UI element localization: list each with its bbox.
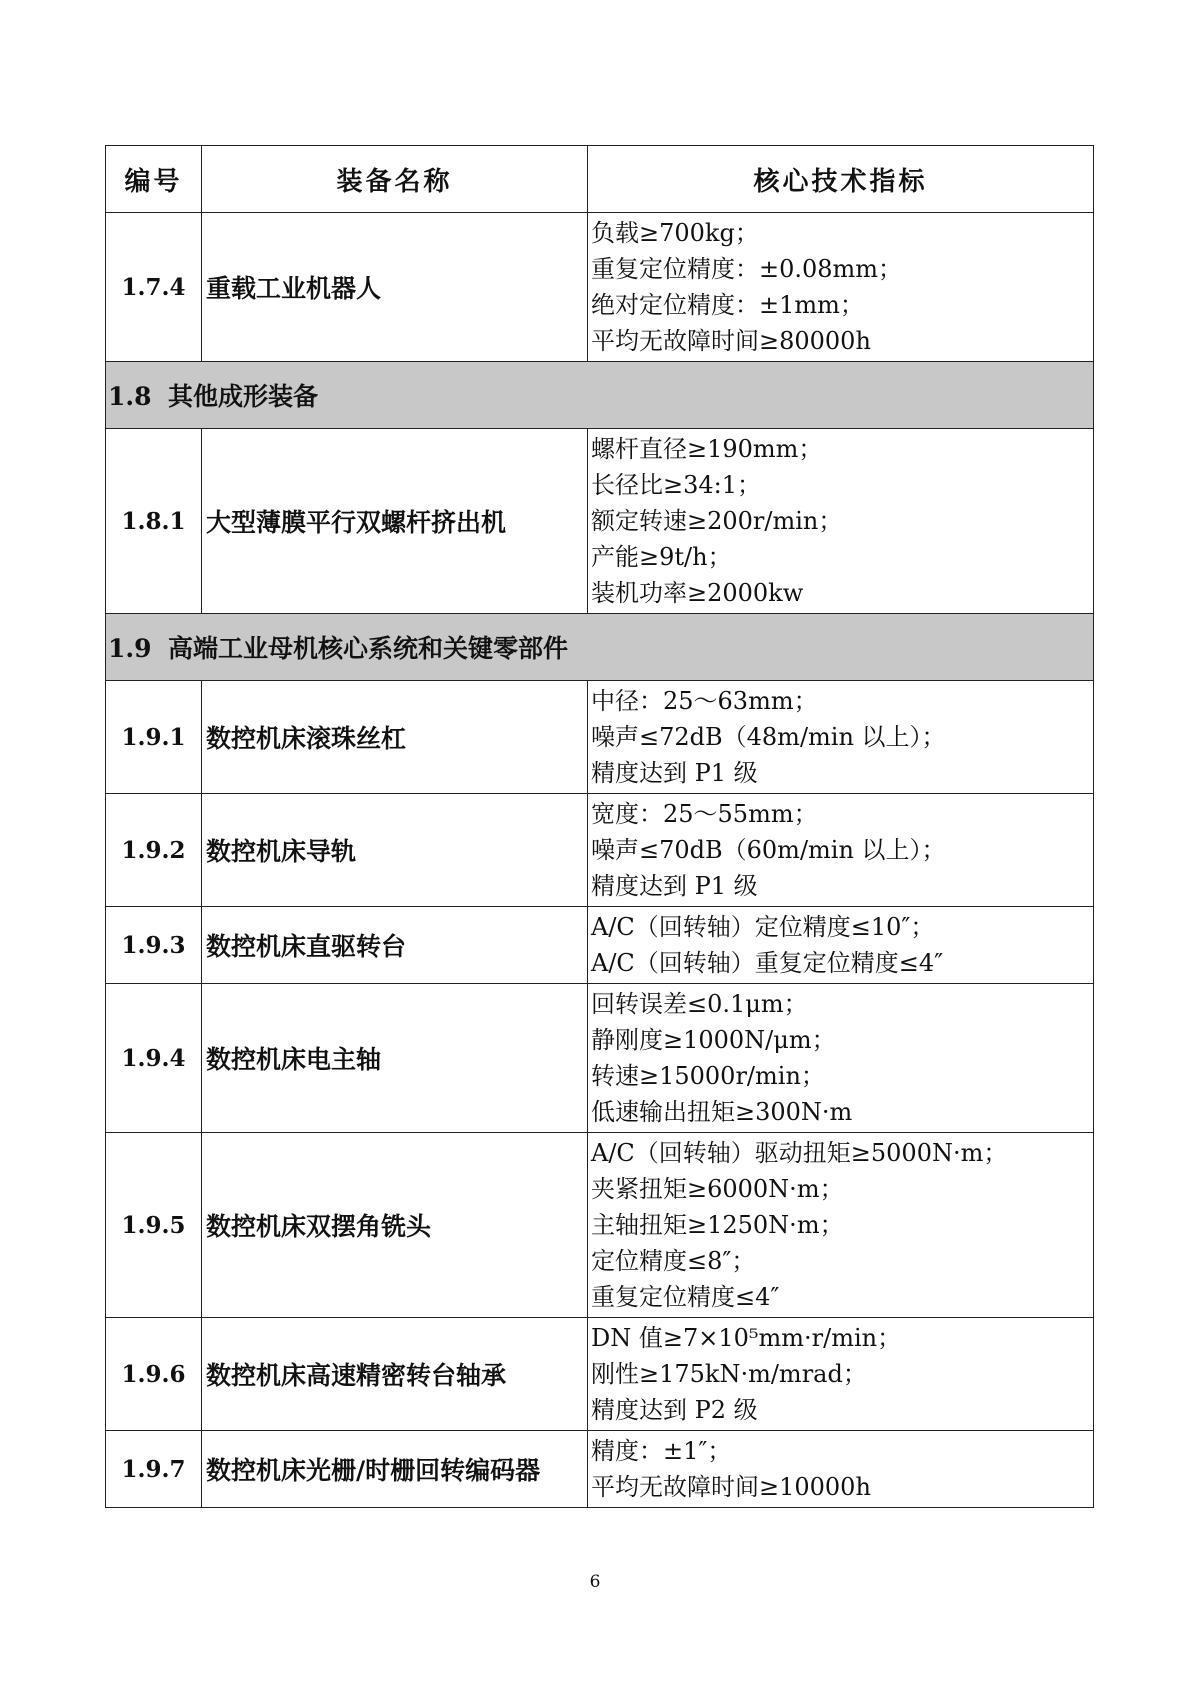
- item-number: 1.9.4: [106, 984, 202, 1133]
- spec-line: 平均无故障时间≥10000h: [591, 1473, 871, 1501]
- section-number: 1.9: [108, 634, 152, 663]
- spec-line: 螺杆直径≥190mm；: [591, 435, 823, 463]
- spec-line: 精度达到 P1 级: [591, 759, 758, 787]
- header-spec: 核心技术指标: [588, 146, 1094, 213]
- spec-line: 转速≥15000r/min；: [591, 1062, 825, 1090]
- spec-cell: [588, 1431, 1094, 1508]
- equipment-name: 数控机床滚珠丝杠: [202, 681, 588, 794]
- equipment-name: 数控机床直驱转台: [202, 907, 588, 984]
- item-number: 1.9.3: [106, 907, 202, 984]
- spec-line: 精度达到 P1 级: [591, 872, 758, 900]
- header-name: 装备名称: [202, 146, 588, 213]
- spec-line: 重复定位精度≤4″: [591, 1283, 780, 1311]
- section-row: [106, 362, 1094, 429]
- header-row: [106, 146, 1094, 213]
- spec-line: 中径：25～63mm；: [591, 687, 818, 715]
- table-body: [106, 146, 1094, 1508]
- page-number: 6: [589, 1572, 601, 1592]
- equipment-name: 数控机床导轨: [202, 794, 588, 907]
- table-row: [106, 907, 1094, 984]
- spec-cell: [588, 1133, 1094, 1318]
- spec-line: 负载≥700kg；: [591, 219, 759, 247]
- equipment-name: 数控机床电主轴: [202, 984, 588, 1133]
- table-row: [106, 794, 1094, 907]
- spec-line: A/C（回转轴）驱动扭矩≥5000N·m；: [591, 1139, 1008, 1167]
- equipment-name: 数控机床双摆角铣头: [202, 1133, 588, 1318]
- header-no: 编号: [106, 146, 202, 213]
- equipment-name: 大型薄膜平行双螺杆挤出机: [202, 429, 588, 614]
- spec-cell: [588, 681, 1094, 794]
- item-number: 1.9.6: [106, 1318, 202, 1431]
- spec-line: 宽度：25～55mm；: [591, 800, 818, 828]
- table-row: [106, 1431, 1094, 1508]
- spec-line: 精度达到 P2 级: [591, 1396, 758, 1424]
- spec-table: [105, 145, 1094, 1508]
- equipment-name: 重载工业机器人: [202, 213, 588, 362]
- spec-line: 装机功率≥2000kw: [591, 579, 804, 607]
- spec-line: 回转误差≤0.1μm；: [591, 990, 808, 1018]
- spec-line: DN 值≥7×10⁵mm·r/min；: [591, 1324, 902, 1352]
- spec-line: 主轴扭矩≥1250N·m；: [591, 1211, 844, 1239]
- spec-line: 刚性≥175kN·m/mrad；: [591, 1360, 867, 1388]
- spec-line: 产能≥9t/h；: [591, 543, 732, 571]
- spec-line: A/C（回转轴）定位精度≤10″；: [591, 913, 935, 941]
- spec-line: 精度：±1″；: [591, 1437, 732, 1465]
- item-number: 1.9.5: [106, 1133, 202, 1318]
- section-title: 高端工业母机核心系统和关键零部件: [168, 634, 569, 663]
- table-row: [106, 984, 1094, 1133]
- spec-line: A/C（回转轴）重复定位精度≤4″: [591, 949, 944, 977]
- section-number: 1.8: [108, 382, 152, 411]
- item-number: 1.9.1: [106, 681, 202, 794]
- spec-line: 静刚度≥1000N/μm；: [591, 1026, 836, 1054]
- equipment-name: 数控机床高速精密转台轴承: [202, 1318, 588, 1431]
- spec-line: 夹紧扭矩≥6000N·m；: [591, 1175, 844, 1203]
- spec-line: 重复定位精度：±0.08mm；: [591, 255, 903, 283]
- spec-cell: [588, 907, 1094, 984]
- table-row: [106, 681, 1094, 794]
- table-row: [106, 429, 1094, 614]
- spec-line: 平均无故障时间≥80000h: [591, 327, 871, 355]
- section-row: [106, 614, 1094, 681]
- table-row: [106, 1318, 1094, 1431]
- table-row: [106, 1133, 1094, 1318]
- section-cell: [106, 614, 1094, 681]
- spec-line: 长径比≥34:1；: [591, 471, 762, 499]
- item-number: 1.8.1: [106, 429, 202, 614]
- spec-line: 噪声≤70dB（60m/min 以上）；: [591, 836, 946, 864]
- spec-line: 额定转速≥200r/min；: [591, 507, 843, 535]
- spec-line: 低速输出扭矩≥300N·m: [591, 1098, 853, 1126]
- spec-cell: [588, 984, 1094, 1133]
- section-title: 其他成形装备: [168, 382, 319, 411]
- spec-line: 噪声≤72dB（48m/min 以上）；: [591, 723, 946, 751]
- item-number: 1.9.2: [106, 794, 202, 907]
- spec-cell: [588, 1318, 1094, 1431]
- spec-cell: [588, 213, 1094, 362]
- section-cell: [106, 362, 1094, 429]
- spec-cell: [588, 429, 1094, 614]
- equipment-name: 数控机床光栅/时栅回转编码器: [202, 1431, 588, 1508]
- spec-cell: [588, 794, 1094, 907]
- item-number: 1.7.4: [106, 213, 202, 362]
- spec-line: 绝对定位精度：±1mm；: [591, 291, 864, 319]
- item-number: 1.9.7: [106, 1431, 202, 1508]
- spec-line: 定位精度≤8″；: [591, 1247, 756, 1275]
- table-row: [106, 213, 1094, 362]
